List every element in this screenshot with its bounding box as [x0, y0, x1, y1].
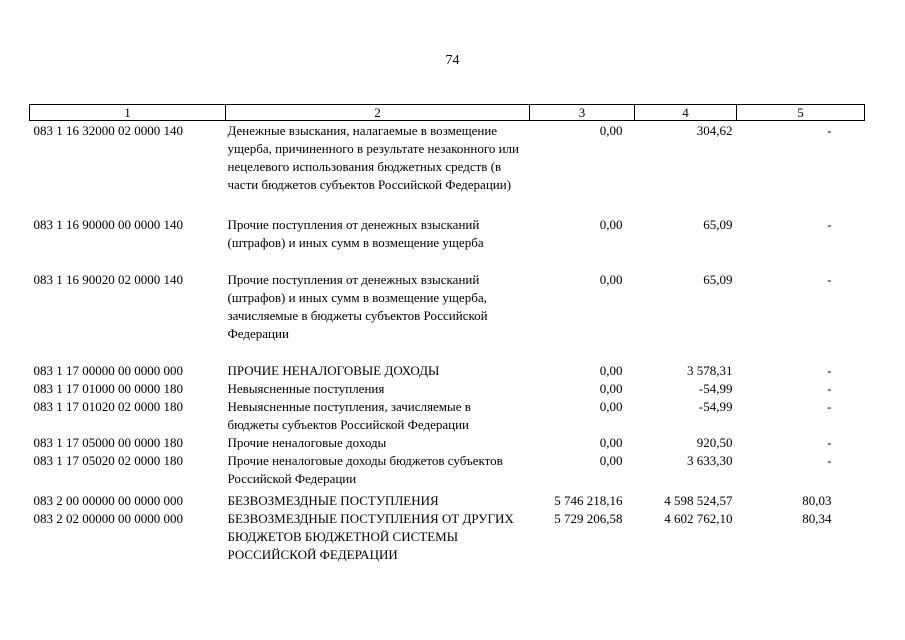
row-code: 083 1 17 00000 00 0000 000: [33, 363, 183, 378]
row-name: Невыясненные поступления: [227, 381, 385, 396]
header-col-3: 3: [530, 105, 635, 121]
header-col-4: 4: [635, 105, 737, 121]
header-col-1: 1: [30, 105, 226, 121]
table-row: [30, 452, 865, 492]
table-row: [30, 216, 865, 271]
row-col4: 920,50: [696, 435, 733, 450]
row-col3: 0,00: [599, 453, 623, 468]
row-code: 083 1 16 32000 02 0000 140: [33, 123, 183, 138]
row-code: 083 1 16 90020 02 0000 140: [33, 272, 183, 287]
row-name: Прочие поступления от денежных взысканий (штрафов) и иных сумм в возмещение ущерба, зачисляемые в бюджеты субъектов Российской Федерации: [227, 272, 488, 341]
row-col4: 4 598 524,57: [664, 493, 733, 508]
table-header: [30, 105, 865, 121]
header-col-5: 5: [737, 105, 865, 121]
row-code: 083 2 02 00000 00 0000 000: [33, 511, 183, 526]
row-name: Прочие неналоговые доходы бюджетов субъектов Российской Федерации: [227, 453, 503, 486]
row-col5: 80,03: [802, 493, 832, 508]
row-col4: 65,09: [703, 272, 733, 287]
row-col3: 0,00: [599, 399, 623, 414]
table-body: [30, 121, 865, 565]
row-col5: 80,34: [802, 511, 832, 526]
row-name: ПРОЧИЕ НЕНАЛОГОВЫЕ ДОХОДЫ: [227, 363, 440, 378]
revenue-table: [29, 104, 865, 564]
row-name: БЕЗВОЗМЕЗДНЫЕ ПОСТУПЛЕНИЯ ОТ ДРУГИХ БЮДЖЕТОВ БЮДЖЕТНОЙ СИСТЕМЫ РОССИЙСКОЙ ФЕДЕРАЦИИ: [227, 511, 514, 562]
row-col5: -: [827, 453, 832, 468]
row-code: 083 1 17 05020 02 0000 180: [33, 453, 183, 468]
row-code: 083 1 17 01000 00 0000 180: [33, 381, 183, 396]
row-col5: -: [827, 399, 832, 414]
page-number: 74: [445, 53, 460, 68]
table-row: [30, 121, 865, 217]
row-col4: -54,99: [698, 381, 733, 396]
row-col3: 0,00: [599, 123, 623, 138]
row-col4: -54,99: [698, 399, 733, 414]
row-col4: 304,62: [696, 123, 733, 138]
table-row: [30, 362, 865, 380]
row-col5: -: [827, 217, 832, 232]
row-col5: -: [827, 272, 832, 287]
table-row: [30, 398, 865, 434]
table-row: [30, 271, 865, 362]
row-col3: 0,00: [599, 217, 623, 232]
row-col5: -: [827, 363, 832, 378]
row-col5: -: [827, 381, 832, 396]
row-name: БЕЗВОЗМЕЗДНЫЕ ПОСТУПЛЕНИЯ: [227, 493, 439, 508]
row-name: Прочие поступления от денежных взысканий (штрафов) и иных сумм в возмещение ущерба: [227, 217, 484, 250]
table-row: [30, 510, 865, 564]
row-col3: 5 729 206,58: [554, 511, 623, 526]
row-col3: 0,00: [599, 363, 623, 378]
row-code: 083 1 17 05000 00 0000 180: [33, 435, 183, 450]
row-col3: 0,00: [599, 272, 623, 287]
row-col4: 3 578,31: [687, 363, 733, 378]
table-row: [30, 434, 865, 452]
row-col4: 4 602 762,10: [664, 511, 733, 526]
row-name: Прочие неналоговые доходы: [227, 435, 387, 450]
row-col3: 0,00: [599, 381, 623, 396]
row-name: Невыясненные поступления, зачисляемые в бюджеты субъектов Российской Федерации: [227, 399, 471, 432]
row-code: 083 1 17 01020 02 0000 180: [33, 399, 183, 414]
row-col4: 3 633,30: [687, 453, 733, 468]
row-code: 083 2 00 00000 00 0000 000: [33, 493, 183, 508]
table-row: [30, 492, 865, 510]
table-row: [30, 380, 865, 398]
header-col-2: 2: [226, 105, 530, 121]
row-col5: -: [827, 435, 832, 450]
row-col4: 65,09: [703, 217, 733, 232]
row-col3: 0,00: [599, 435, 623, 450]
row-col3: 5 746 218,16: [554, 493, 623, 508]
row-col5: -: [827, 123, 832, 138]
row-name: Денежные взыскания, налагаемые в возмещение ущерба, причиненного в результате незаконного или нецелевого использования бюджетных средств (в части бюджетов субъектов Российской Федерации): [227, 123, 519, 192]
row-code: 083 1 16 90000 00 0000 140: [33, 217, 183, 232]
